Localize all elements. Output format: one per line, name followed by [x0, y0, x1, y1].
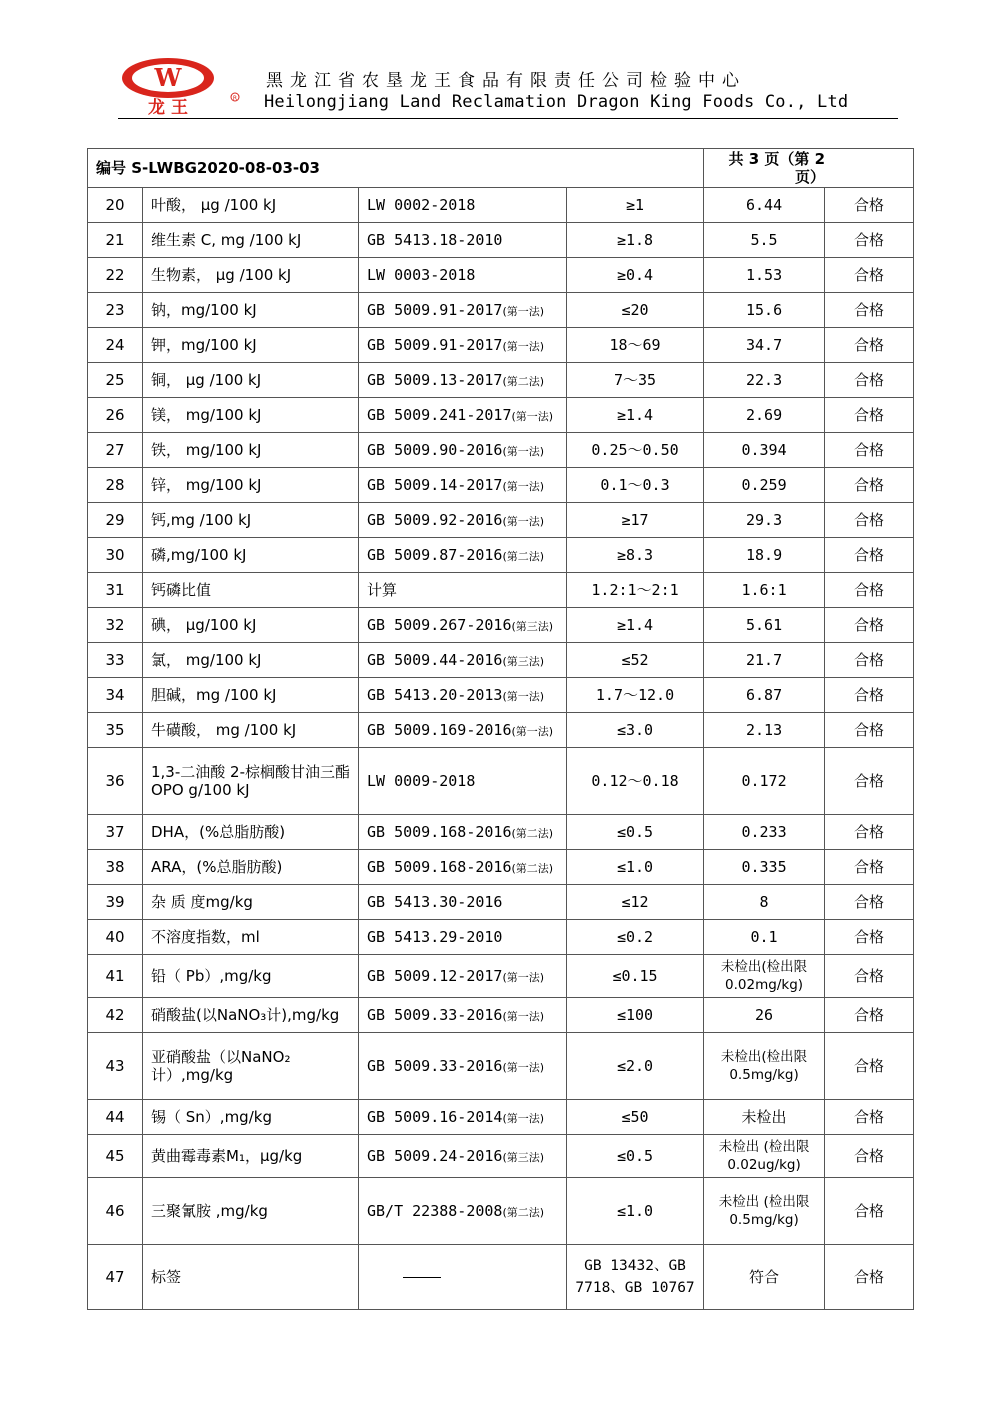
- conclusion: 合格: [825, 815, 914, 850]
- method-note: (第二法): [511, 827, 554, 840]
- standard-value: ≤2.0: [567, 1033, 704, 1100]
- row-number: 20: [88, 188, 143, 223]
- test-result: 5.61: [704, 608, 825, 643]
- standard-value: ≤1.0: [567, 850, 704, 885]
- document-header-row: [88, 149, 914, 188]
- test-method: [359, 468, 567, 503]
- test-result: 21.7: [704, 643, 825, 678]
- test-item: 不溶度指数，ml: [143, 920, 359, 955]
- method-note: (第三法): [502, 655, 545, 668]
- test-item: 锡（ Sn）,mg/kg: [143, 1100, 359, 1135]
- test-method: [359, 398, 567, 433]
- method-note: (第一法): [502, 1112, 545, 1125]
- test-method: [359, 1033, 567, 1100]
- row-number: 33: [88, 643, 143, 678]
- test-method: [359, 573, 567, 608]
- conclusion: 合格: [825, 920, 914, 955]
- method-code: GB 5009.13-2017: [367, 371, 503, 389]
- standard-value: ≥1.4: [567, 608, 704, 643]
- method-code: GB/T 22388-2008: [367, 1202, 503, 1220]
- test-method: [359, 1135, 567, 1178]
- test-result: 未检出 (检出限 0.02ug/kg): [704, 1135, 825, 1178]
- test-result: 8: [704, 885, 825, 920]
- method-code: GB 5009.241-2017: [367, 406, 512, 424]
- standard-value: ≤52: [567, 643, 704, 678]
- table-row: [88, 328, 914, 363]
- table-row: [88, 1245, 914, 1310]
- test-method: [359, 258, 567, 293]
- test-result: 未检出 (检出限 0.5mg/kg): [704, 1178, 825, 1245]
- test-method: [359, 955, 567, 998]
- test-method: [359, 328, 567, 363]
- table-row: [88, 293, 914, 328]
- method-code: 计算: [367, 581, 398, 599]
- standard-value: ≤50: [567, 1100, 704, 1135]
- method-code: GB 5413.20-2013: [367, 686, 503, 704]
- method-note: (第二法): [502, 375, 545, 388]
- method-code: LW 0002-2018: [367, 196, 476, 214]
- method-code: GB 5009.16-2014: [367, 1108, 503, 1126]
- method-code: GB 5009.14-2017: [367, 476, 503, 494]
- test-item: DHA，(%总脂肪酸): [143, 815, 359, 850]
- page-header: [0, 0, 992, 125]
- test-result: 未检出: [704, 1100, 825, 1135]
- row-number: 27: [88, 433, 143, 468]
- table-row: [88, 678, 914, 713]
- test-item: 牛磺酸， mg /100 kJ: [143, 713, 359, 748]
- row-number: 36: [88, 748, 143, 815]
- test-item: 钙,mg /100 kJ: [143, 503, 359, 538]
- test-result: 22.3: [704, 363, 825, 398]
- test-result: 6.87: [704, 678, 825, 713]
- method-code: LW 0003-2018: [367, 266, 476, 284]
- table-row: [88, 398, 914, 433]
- conclusion: 合格: [825, 538, 914, 573]
- standard-value: ≥8.3: [567, 538, 704, 573]
- table-row: [88, 608, 914, 643]
- standard-value: ≤0.2: [567, 920, 704, 955]
- test-method: [359, 885, 567, 920]
- conclusion: 合格: [825, 643, 914, 678]
- table-row: [88, 188, 914, 223]
- table-row: [88, 920, 914, 955]
- method-code: LW 0009-2018: [367, 772, 476, 790]
- conclusion: 合格: [825, 573, 914, 608]
- row-number: 42: [88, 998, 143, 1033]
- test-result: 2.13: [704, 713, 825, 748]
- method-note: (第一法): [511, 725, 554, 738]
- test-item: 碘， μg/100 kJ: [143, 608, 359, 643]
- test-method: [359, 188, 567, 223]
- row-number: 46: [88, 1178, 143, 1245]
- row-number: 47: [88, 1245, 143, 1310]
- test-item: 胆碱，mg /100 kJ: [143, 678, 359, 713]
- table-row: [88, 1100, 914, 1135]
- table-row: [88, 815, 914, 850]
- method-code: GB 5009.44-2016: [367, 651, 503, 669]
- test-result: 符合: [704, 1245, 825, 1310]
- standard-value: ≥1: [567, 188, 704, 223]
- empty-dash: [403, 1277, 441, 1278]
- test-item: 黄曲霉毒素M₁，μg/kg: [143, 1135, 359, 1178]
- test-item: 维生素 C, mg /100 kJ: [143, 223, 359, 258]
- test-method: [359, 998, 567, 1033]
- test-method: [359, 748, 567, 815]
- standard-value: ≤0.15: [567, 955, 704, 998]
- test-item: 铁， mg/100 kJ: [143, 433, 359, 468]
- test-result: 0.394: [704, 433, 825, 468]
- conclusion: 合格: [825, 468, 914, 503]
- table-row: [88, 850, 914, 885]
- row-number: 29: [88, 503, 143, 538]
- test-item: 铜， μg /100 kJ: [143, 363, 359, 398]
- row-number: 23: [88, 293, 143, 328]
- row-number: 37: [88, 815, 143, 850]
- method-code: GB 5009.91-2017: [367, 336, 503, 354]
- method-code: GB 5009.33-2016: [367, 1006, 503, 1024]
- standard-value: ≤1.0: [567, 1178, 704, 1245]
- standard-value: 1.7～12.0: [567, 678, 704, 713]
- row-number: 22: [88, 258, 143, 293]
- dragon-king-logo-icon: [118, 56, 248, 116]
- company-name-chinese: 黑龙江省农垦龙王食品有限责任公司检验中心: [266, 71, 746, 91]
- header-divider: [118, 118, 898, 119]
- table-row: [88, 713, 914, 748]
- method-note: (第一法): [502, 971, 545, 984]
- standard-value: ≥0.4: [567, 258, 704, 293]
- test-item: 叶酸， μg /100 kJ: [143, 188, 359, 223]
- conclusion: 合格: [825, 1178, 914, 1245]
- row-number: 30: [88, 538, 143, 573]
- method-code: GB 5009.12-2017: [367, 967, 503, 985]
- method-note: (第三法): [502, 1151, 545, 1164]
- conclusion: 合格: [825, 433, 914, 468]
- row-number: 45: [88, 1135, 143, 1178]
- test-method: [359, 815, 567, 850]
- method-note: (第一法): [502, 1010, 545, 1023]
- row-number: 26: [88, 398, 143, 433]
- test-result: 5.5: [704, 223, 825, 258]
- test-item: 钙磷比值: [143, 573, 359, 608]
- svg-text:R: R: [232, 95, 238, 102]
- row-number: 21: [88, 223, 143, 258]
- method-note: (第一法): [502, 340, 545, 353]
- method-code: GB 5413.18-2010: [367, 231, 503, 249]
- conclusion: 合格: [825, 678, 914, 713]
- row-number: 32: [88, 608, 143, 643]
- page-count: 共 3 页（第 2 页）: [704, 149, 914, 188]
- row-number: 34: [88, 678, 143, 713]
- test-method: [359, 293, 567, 328]
- test-item: 生物素， μg /100 kJ: [143, 258, 359, 293]
- test-item: 钠，mg/100 kJ: [143, 293, 359, 328]
- standard-value: ≥1.4: [567, 398, 704, 433]
- conclusion: 合格: [825, 885, 914, 920]
- test-result: 6.44: [704, 188, 825, 223]
- method-note: (第一法): [502, 690, 545, 703]
- document-number: 编号 S-LWBG2020-08-03-03: [88, 149, 704, 188]
- method-note: (第二法): [502, 1206, 545, 1219]
- test-item: 钾，mg/100 kJ: [143, 328, 359, 363]
- method-note: (第二法): [511, 862, 554, 875]
- table-row: [88, 955, 914, 998]
- test-method: [359, 678, 567, 713]
- table-row: [88, 643, 914, 678]
- test-method: [359, 713, 567, 748]
- table-row: [88, 538, 914, 573]
- method-code: GB 5009.24-2016: [367, 1147, 503, 1165]
- table-row: [88, 998, 914, 1033]
- row-number: 24: [88, 328, 143, 363]
- test-method: [359, 608, 567, 643]
- row-number: 25: [88, 363, 143, 398]
- test-item: 锌， mg/100 kJ: [143, 468, 359, 503]
- standard-value: GB 13432、GB 7718、GB 10767: [567, 1245, 704, 1310]
- table-row: [88, 468, 914, 503]
- test-result: 2.69: [704, 398, 825, 433]
- test-result: 1.6:1: [704, 573, 825, 608]
- test-method: [359, 1245, 567, 1310]
- conclusion: 合格: [825, 223, 914, 258]
- company-name-english: Heilongjiang Land Reclamation Dragon King Foods Co., Ltd: [264, 92, 849, 112]
- conclusion: 合格: [825, 955, 914, 998]
- test-item: 1,3-二油酸 2-棕榈酸甘油三酯 OPO g/100 kJ: [143, 748, 359, 815]
- standard-value: ≤0.5: [567, 1135, 704, 1178]
- standard-value: ≥17: [567, 503, 704, 538]
- test-method: [359, 503, 567, 538]
- test-result: 1.53: [704, 258, 825, 293]
- test-item: 镁， mg/100 kJ: [143, 398, 359, 433]
- conclusion: 合格: [825, 850, 914, 885]
- test-result: 15.6: [704, 293, 825, 328]
- method-code: GB 5009.92-2016: [367, 511, 503, 529]
- test-method: [359, 850, 567, 885]
- conclusion: 合格: [825, 1245, 914, 1310]
- test-item: 三聚氰胺 ,mg/kg: [143, 1178, 359, 1245]
- method-note: (第一法): [502, 445, 545, 458]
- method-code: GB 5413.29-2010: [367, 928, 503, 946]
- test-result: 0.335: [704, 850, 825, 885]
- row-number: 44: [88, 1100, 143, 1135]
- test-method: [359, 433, 567, 468]
- method-code: GB 5009.169-2016: [367, 721, 512, 739]
- table-row: [88, 573, 914, 608]
- row-number: 43: [88, 1033, 143, 1100]
- test-result: 0.259: [704, 468, 825, 503]
- test-result: 未检出(检出限 0.02mg/kg): [704, 955, 825, 998]
- method-note: (第一法): [502, 480, 545, 493]
- conclusion: 合格: [825, 1033, 914, 1100]
- method-code: GB 5009.168-2016: [367, 823, 512, 841]
- row-number: 28: [88, 468, 143, 503]
- standard-value: ≤12: [567, 885, 704, 920]
- test-method: [359, 538, 567, 573]
- test-result: 未检出(检出限 0.5mg/kg): [704, 1033, 825, 1100]
- conclusion: 合格: [825, 748, 914, 815]
- row-number: 35: [88, 713, 143, 748]
- table-row: [88, 258, 914, 293]
- method-note: (第一法): [502, 305, 545, 318]
- row-number: 31: [88, 573, 143, 608]
- conclusion: 合格: [825, 293, 914, 328]
- test-item: 氯， mg/100 kJ: [143, 643, 359, 678]
- table-row: [88, 885, 914, 920]
- conclusion: 合格: [825, 998, 914, 1033]
- row-number: 41: [88, 955, 143, 998]
- row-number: 40: [88, 920, 143, 955]
- test-method: [359, 1100, 567, 1135]
- test-method: [359, 1178, 567, 1245]
- standard-value: 7～35: [567, 363, 704, 398]
- test-item: 磷,mg/100 kJ: [143, 538, 359, 573]
- test-item: 硝酸盐(以NaNO₃计),mg/kg: [143, 998, 359, 1033]
- method-code: GB 5009.267-2016: [367, 616, 512, 634]
- test-result: 0.233: [704, 815, 825, 850]
- standard-value: ≤20: [567, 293, 704, 328]
- method-code: GB 5009.33-2016: [367, 1057, 503, 1075]
- test-item: ARA，(%总脂肪酸): [143, 850, 359, 885]
- test-method: [359, 643, 567, 678]
- table-row: [88, 433, 914, 468]
- table-row: [88, 363, 914, 398]
- method-note: (第一法): [511, 410, 554, 423]
- method-note: (第一法): [502, 515, 545, 528]
- method-note: (第一法): [502, 1061, 545, 1074]
- test-method: [359, 920, 567, 955]
- conclusion: 合格: [825, 258, 914, 293]
- standard-value: ≤100: [567, 998, 704, 1033]
- conclusion: 合格: [825, 398, 914, 433]
- standard-value: ≥1.8: [567, 223, 704, 258]
- test-result: 26: [704, 998, 825, 1033]
- standard-value: 1.2:1～2:1: [567, 573, 704, 608]
- table-row: [88, 1135, 914, 1178]
- test-method: [359, 223, 567, 258]
- conclusion: 合格: [825, 713, 914, 748]
- standard-value: 0.12～0.18: [567, 748, 704, 815]
- test-item: 铅（ Pb）,mg/kg: [143, 955, 359, 998]
- test-result: 29.3: [704, 503, 825, 538]
- row-number: 39: [88, 885, 143, 920]
- test-result: 18.9: [704, 538, 825, 573]
- method-code: GB 5009.87-2016: [367, 546, 503, 564]
- standard-value: 0.25～0.50: [567, 433, 704, 468]
- conclusion: 合格: [825, 188, 914, 223]
- method-code: GB 5413.30-2016: [367, 893, 503, 911]
- table-row: [88, 223, 914, 258]
- standard-value: 18～69: [567, 328, 704, 363]
- test-item: 标签: [143, 1245, 359, 1310]
- row-number: 38: [88, 850, 143, 885]
- table-row: [88, 1033, 914, 1100]
- test-report-table: [87, 148, 914, 1310]
- conclusion: 合格: [825, 328, 914, 363]
- test-method: [359, 363, 567, 398]
- test-result: 0.1: [704, 920, 825, 955]
- standard-value: ≤0.5: [567, 815, 704, 850]
- conclusion: 合格: [825, 1135, 914, 1178]
- svg-text:龙 王: 龙 王: [148, 98, 188, 116]
- test-item: 亚硝酸盐（以NaNO₂计）,mg/kg: [143, 1033, 359, 1100]
- method-code: GB 5009.90-2016: [367, 441, 503, 459]
- standard-value: ≤3.0: [567, 713, 704, 748]
- test-result: 34.7: [704, 328, 825, 363]
- test-result: 0.172: [704, 748, 825, 815]
- conclusion: 合格: [825, 608, 914, 643]
- standard-value: 0.1～0.3: [567, 468, 704, 503]
- table-row: [88, 1178, 914, 1245]
- conclusion: 合格: [825, 1100, 914, 1135]
- method-code: GB 5009.91-2017: [367, 301, 503, 319]
- method-code: GB 5009.168-2016: [367, 858, 512, 876]
- table-row: [88, 503, 914, 538]
- table-row: [88, 748, 914, 815]
- test-item: 杂 质 度mg/kg: [143, 885, 359, 920]
- method-note: (第三法): [511, 620, 554, 633]
- conclusion: 合格: [825, 363, 914, 398]
- method-note: (第二法): [502, 550, 545, 563]
- conclusion: 合格: [825, 503, 914, 538]
- svg-text:W: W: [154, 63, 182, 92]
